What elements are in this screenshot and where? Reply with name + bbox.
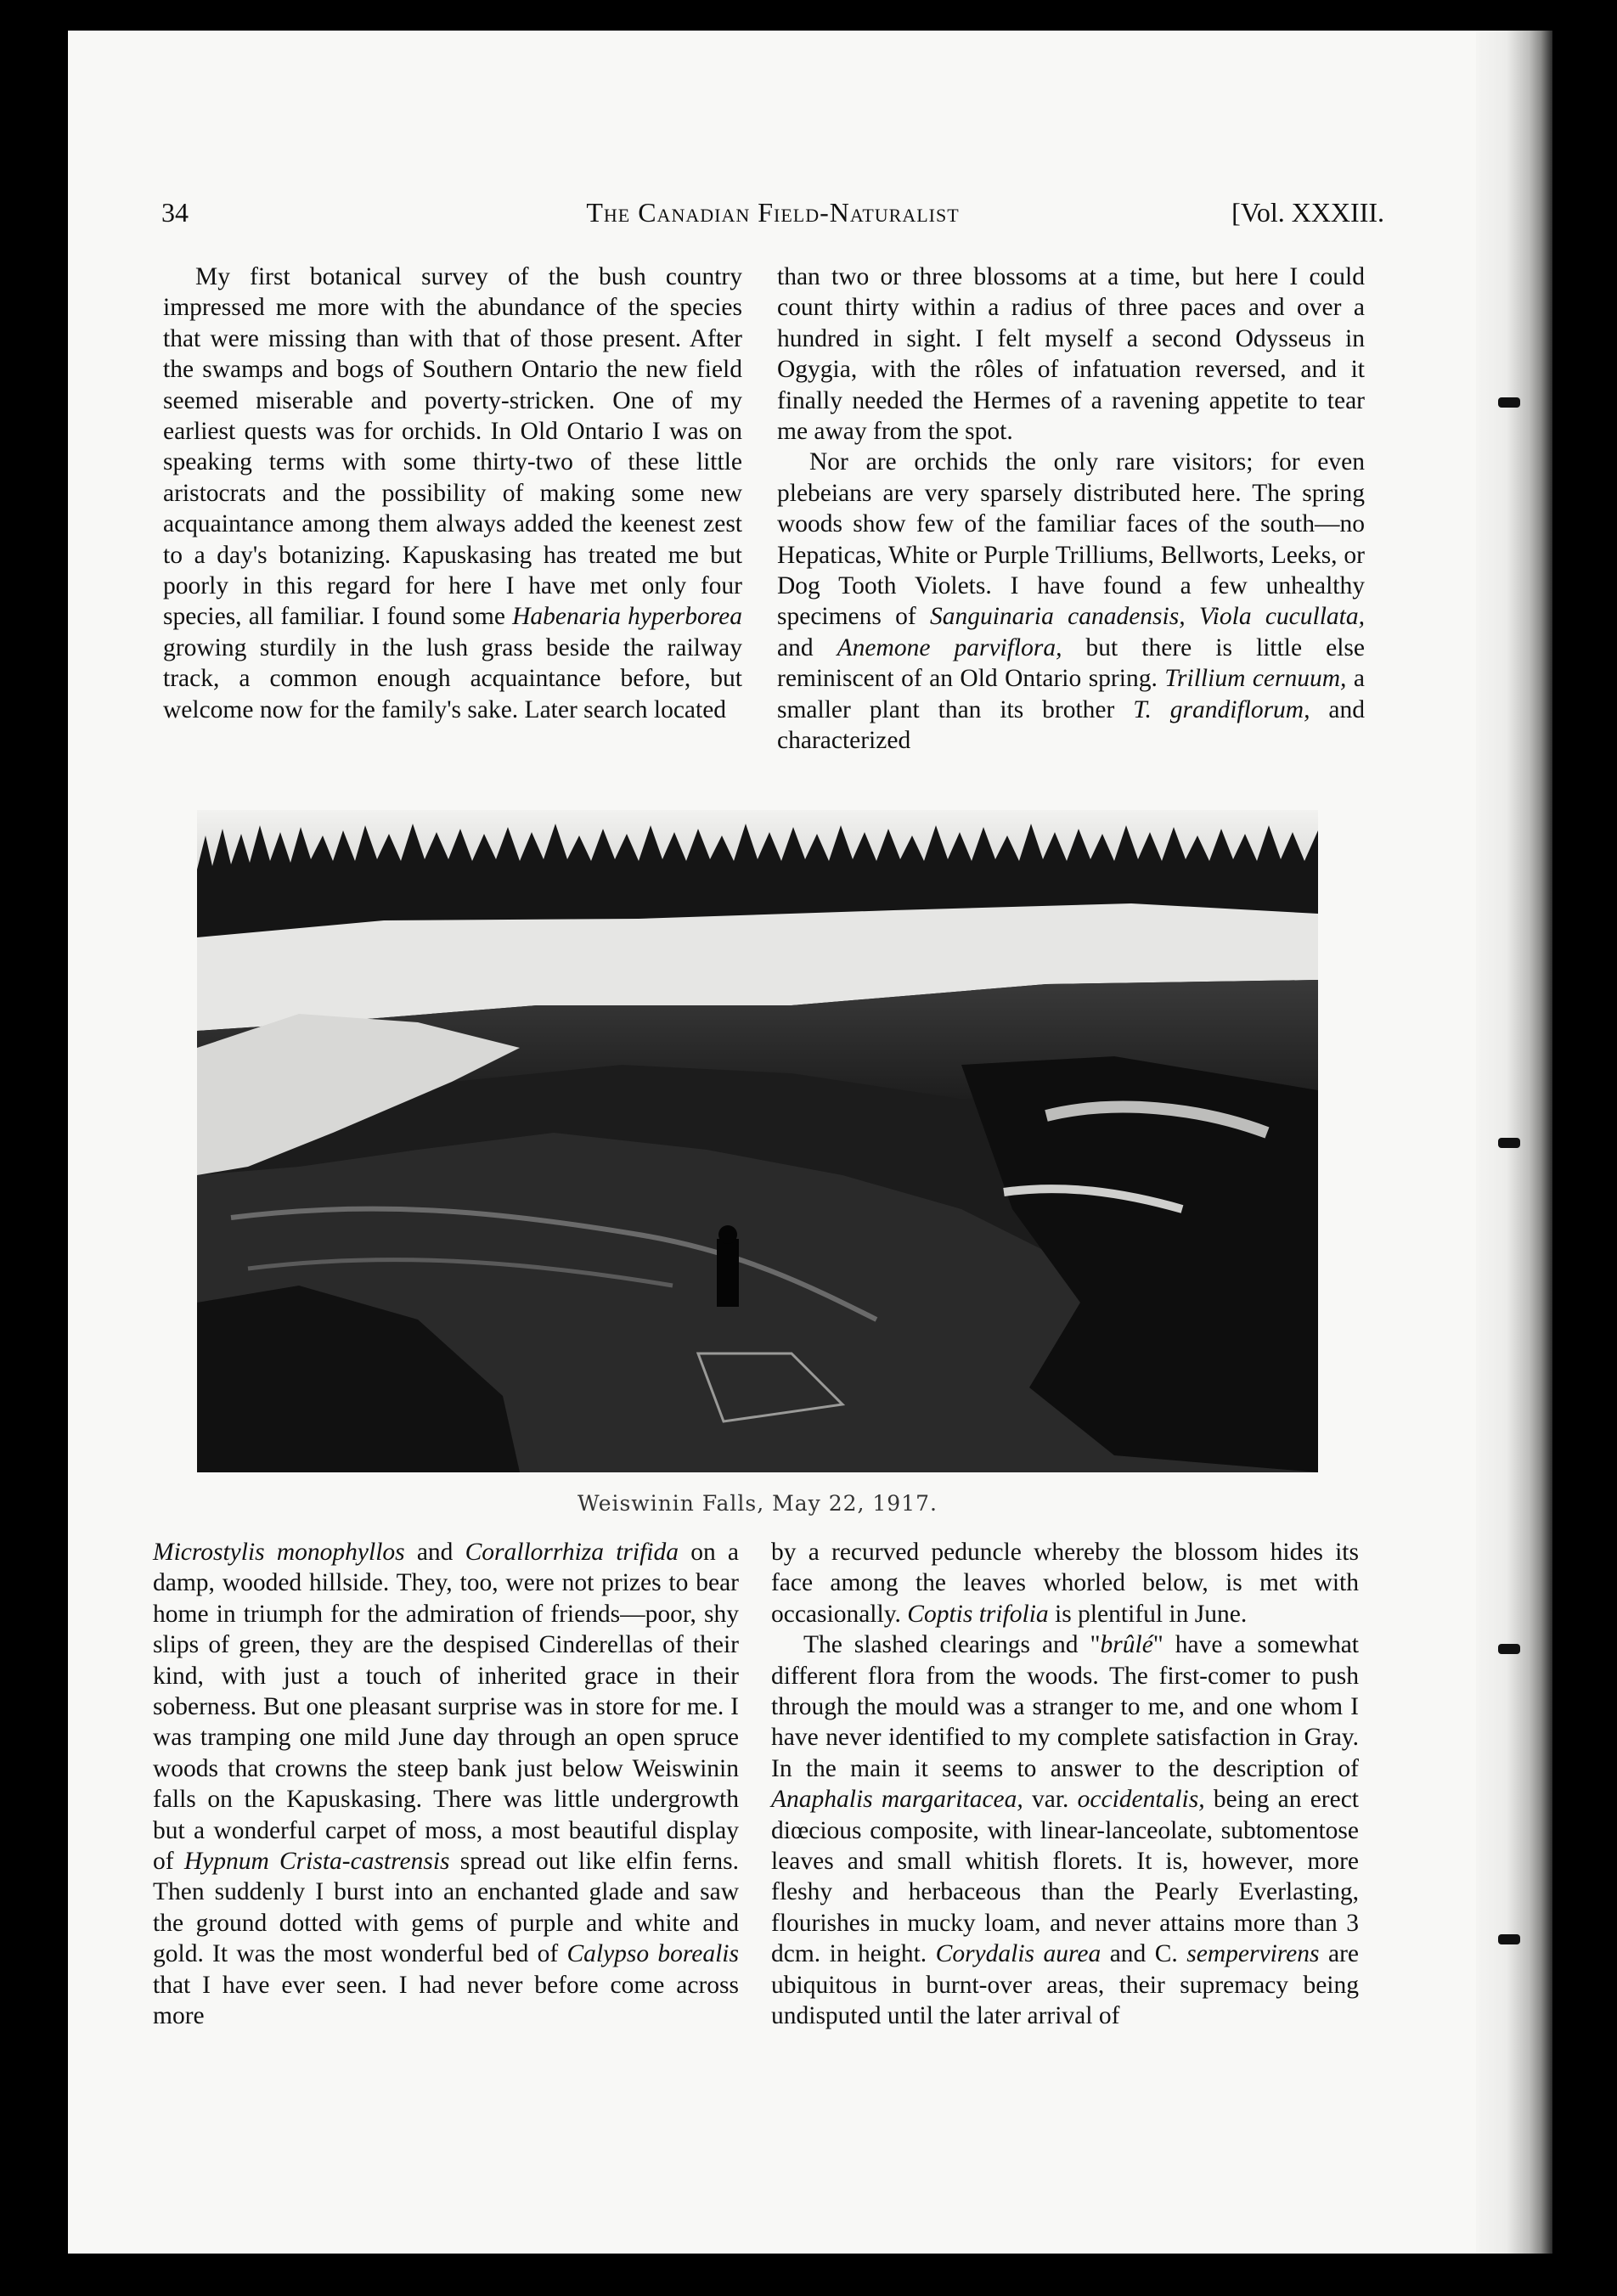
paragraph: The slashed clearings and "brûlé" have a somewhat different flora from the woods. The first-comer to push through the mould was a stranger to me, and one whom I have never identified to my complete satisfaction in Gray. In the main it seems to answer to the description of Anaphalis margaritacea, var. occidentalis, being an erect diœcious composite, with linear-lanceolate, subtomentose leaves and small whitish florets. It is, however, more fleshy and herbaceous than the Pearly Everlasting, flourishes in mucky loam, and never attains more than 3 dcm. in height. Corydalis aurea and C. sempervirens are ubiquitous in burnt-over areas, their supremacy being undisputed until the later arrival of (771, 1631, 1359, 2030)
text-column-top-right (777, 262, 1365, 757)
paragraph: Nor are orchids the only rare visitors; for even plebeians are very sparsely distributed here. The spring woods show few of the familiar faces of the south—no Hepaticas, White or Purple Trilliums, Bellworts, Leeks, or Dog Tooth Violets. I have found a few unhealthy specimens of Sanguinaria canadensis, Viola cucullata, and Anemone parviflora, but there is little else reminiscent of an Old Ontario spring. Trillium cernuum, a smaller plant than its brother T. grandiflorum, and characterized (777, 448, 1366, 755)
paragraph: My first botanical survey of the bush country impressed me more with the abundance of the species that were missing than with that of those present. After the swamps and bogs of Southern Ontario the new field seemed miserable and poverty-stricken. One of my earliest quests was for orchids. In Old Ontario I was on speaking terms with some thirty-two of these little aristocrats and the possibility of making some new acquaintance among them always added the keenest zest to a day's botanizing. Kapuskasing has treated me but poorly in this regard for here I have met only four species, all familiar. I found some Habenaria hyperborea growing sturdily in the lush grass beside the railway track, a common enough acquaintance before, but welcome now for the family's sake. Later search located (163, 263, 742, 723)
figure-caption: Weiswinin Falls, May 22, 1917. (578, 1491, 938, 1516)
text-column-top-left (163, 262, 742, 725)
landscape-photo (197, 810, 1318, 1472)
binding-stitch (1498, 1934, 1520, 1944)
photo-weiswinin-falls (197, 810, 1318, 1472)
paragraph: Microstylis monophyllos and Corallorrhiza trifida on a damp, wooded hillside. They, too, were not prizes to bear home in triumph for the admiration of friends—poor, shy slips of green, they are the despised Cinderellas of their kind, with just a touch of inherited grace in their soberness. But one pleasant surprise was in store for me. I was tramping one mild June day through an open spruce woods that crowns the steep bank just below Weiswinin falls on the Kapuskasing. There was little undergrowth but a wonderful carpet of moss, a most beautiful display of Hypnum Crista-castrensis spread out like elfin ferns. Then suddenly I burst into an enchanted glade and saw the ground dotted with gems of purple and white and gold. It was the most wonderful bed of Calypso borealis that I have ever seen. I had never before come across more (153, 1539, 740, 2030)
paragraph: by a recurved peduncle whereby the blossom hides its face among the leaves whorled below, is met with occasionally. Coptis trifolia is plentiful in June. (771, 1539, 1359, 1628)
binding-stitch (1498, 1138, 1520, 1148)
paragraph: than two or three blossoms at a time, but here I could count thirty within a radius of three paces and over a hundred in sight. I felt myself a second Odysseus in Ogygia, with the rôles of infatuation reversed, and it finally needed the Hermes of a ravening appetite to tear me away from the spot. (777, 263, 1365, 446)
running-header (161, 197, 1384, 248)
binding-stitch (1498, 397, 1520, 408)
page-number: 34 (161, 197, 189, 228)
journal-title: The Canadian Field-Naturalist (586, 197, 960, 228)
text-column-bottom-left (153, 1537, 739, 2032)
text-column-bottom-right (771, 1537, 1359, 2032)
binding-stitch (1498, 1644, 1520, 1654)
volume-label: [Vol. XXXIII. (1231, 197, 1384, 228)
